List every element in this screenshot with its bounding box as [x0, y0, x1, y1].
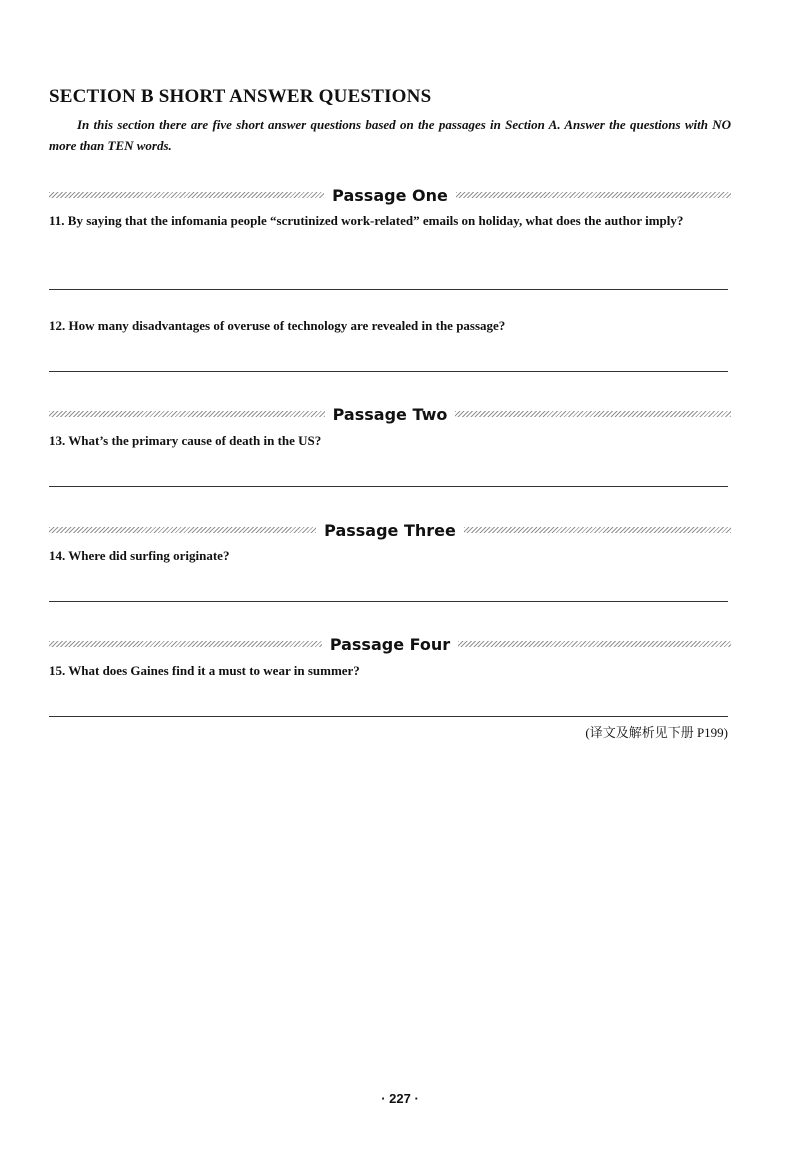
question-14: 14. Where did surfing originate? [49, 548, 230, 563]
divider-pattern-right [464, 527, 731, 533]
passage-title: Passage Four [329, 634, 451, 654]
passage-title: Passage One [332, 185, 448, 205]
answer-line-13[interactable] [49, 486, 728, 487]
answer-line-12[interactable] [49, 371, 728, 372]
passage-title: Passage Three [324, 520, 456, 540]
section-title: SECTION B SHORT ANSWER QUESTIONS [49, 86, 432, 107]
divider-pattern-right [455, 411, 731, 417]
divider-pattern-left [49, 641, 322, 647]
divider-pattern-right [456, 192, 731, 198]
divider-pattern-left [49, 192, 324, 198]
passage-title: Passage Two [332, 404, 448, 424]
answer-line-15[interactable] [49, 716, 728, 717]
divider-pattern-left [49, 411, 325, 417]
page-number: · 227 · [381, 1091, 419, 1106]
question-11: 11. By saying that the infomania people “scrutinized work-related” emails on holiday, what does the author imply? [49, 213, 684, 228]
question-13: 13. What’s the primary cause of death in the US? [49, 433, 322, 448]
question-15: 15. What does Gaines find it a must to wear in summer? [49, 663, 360, 678]
passage-one-header [49, 184, 731, 206]
translation-reference-note: (译文及解析见下册 P199) [585, 725, 728, 740]
section-instructions: In this section there are five short answer questions based on the passages in Section A. Answer the questions with NO more than TEN words. [49, 117, 731, 153]
question-12: 12. How many disadvantages of overuse of technology are revealed in the passage? [49, 318, 506, 333]
answer-line-11[interactable] [49, 289, 728, 290]
divider-pattern-right [458, 641, 731, 647]
divider-pattern-left [49, 527, 316, 533]
answer-line-14[interactable] [49, 601, 728, 602]
passage-two-header [49, 403, 731, 425]
passage-four-header [49, 633, 731, 655]
passage-three-header [49, 519, 731, 541]
